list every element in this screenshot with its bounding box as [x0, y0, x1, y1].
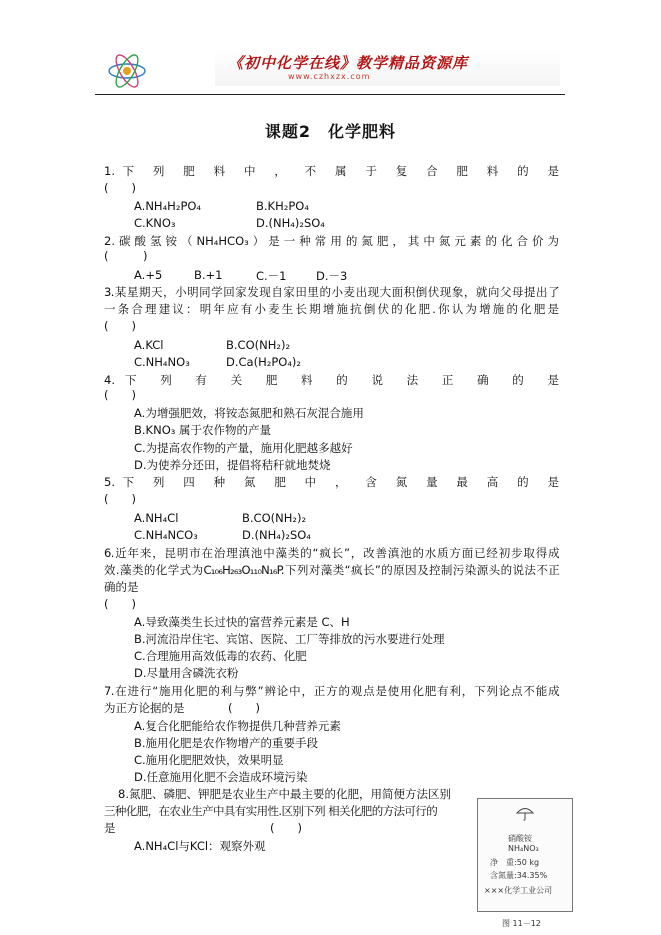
q4-option-d: D.为使养分还田，提倡将秸秆就地焚烧	[134, 458, 331, 472]
q6-stem-line3: 确的是	[104, 580, 139, 594]
q2-option-a: A.+5	[134, 268, 163, 282]
q5-paren: ( )	[104, 492, 136, 506]
q3-stem-line2: 一条合理建议：明年应有小麦生长期增施抗倒伏的化肥.你认为增施的化肥是	[104, 302, 559, 316]
q5-stem: 5.下 列 四 种 氮 肥 中 ， 含 氮 量 最 高 的 是	[104, 475, 559, 489]
fertilizer-formula: NH₄NO₃	[508, 844, 539, 853]
q8-option-a: A.NH₄Cl与KCl：观察外观	[134, 839, 266, 853]
q8-stem-line3: 是	[104, 821, 116, 835]
q4-option-c: C.为提高农作物的产量，施用化肥越多越好	[134, 441, 353, 455]
q4-paren: ( )	[104, 388, 136, 402]
q1-option-b: B.KH₂PO₄	[256, 199, 309, 213]
umbrella-icon	[516, 805, 534, 821]
q7-paren: ( )	[228, 701, 260, 715]
q2-option-b: B.+1	[194, 268, 223, 282]
q3-option-c: C.NH₄NO₃	[134, 355, 190, 369]
q6-option-d: D.尽量用含磷洗衣粉	[134, 666, 239, 680]
q3-stem-line1: 3.某星期天，小明同学回家发现自家田里的小麦出现大面积倒伏现象，就向父母提出了	[104, 285, 559, 299]
site-url: www.czhxzx.com	[288, 72, 371, 81]
q8-stem-line1: 8.氮肥、磷肥、钾肥是农业生产中最主要的化肥，用简便方法区别	[118, 787, 451, 801]
q6-stem-line1: 6.近年来，昆明市在治理滇池中藻类的“疯长”，改善滇池的水质方面已经初步取得成	[104, 546, 559, 560]
fertilizer-name: 硝酸铵	[508, 834, 532, 843]
q8-stem-line2: 三种化肥，在农业生产中具有实用性.区别下列 相关化肥的方法可行的	[104, 804, 438, 818]
q7-stem-line2: 为正方论据的是	[104, 701, 185, 715]
page-title: 课题2 化学肥料	[264, 122, 397, 141]
q7-stem-line1: 7.在进行“施用化肥的利与弊”辨论中，正方的观点是使用化肥有利，下列论点不能成	[104, 684, 559, 698]
q3-option-d: D.Ca(H₂PO₄)₂	[226, 355, 302, 369]
q1-option-a: A.NH₄H₂PO₄	[134, 199, 202, 213]
header-divider	[95, 94, 565, 95]
q1-paren: ( )	[104, 181, 136, 195]
fertilizer-nitrogen-content: 含氮量:34.35%	[490, 871, 548, 880]
q5-option-a: A.NH₄Cl	[134, 511, 179, 525]
fertilizer-bag-figure	[477, 798, 573, 912]
atom-logo-icon	[105, 52, 149, 90]
q5-option-c: C.NH₄NCO₃	[134, 528, 198, 542]
q6-option-c: C.合理施用高效低毒的农药、化肥	[134, 649, 307, 663]
site-title: 《初中化学在线》教学精品资源库	[228, 54, 469, 72]
q6-stem-line2: 效.藻类的化学式为C₁₀₆H₂₆₃O₁₁₀N₁₆P.下列对藻类“疯长”的原因及控制污染源头的说法不正	[104, 563, 559, 577]
q5-option-b: B.CO(NH₂)₂	[242, 511, 307, 525]
q5-option-d: D.(NH₄)₂SO₄	[242, 528, 311, 542]
q7-option-d: D.任意施用化肥不会造成环境污染	[134, 770, 308, 784]
q3-option-a: A.KCl	[134, 338, 164, 352]
q4-option-a: A.为增强肥效，将铵态氮肥和熟石灰混合施用	[134, 406, 364, 420]
q6-option-b: B.河流沿岸住宅、宾馆、医院、工厂等排放的污水要进行处理	[134, 632, 445, 646]
q6-paren: ( )	[104, 597, 136, 611]
q2-option-d: D.－3	[316, 269, 348, 283]
q2-option-c: C.－1	[256, 269, 287, 283]
q1-stem: 1.下 列 肥 料 中 ， 不 属 于 复 合 肥 料 的 是	[104, 164, 559, 178]
fertilizer-maker: ×××化学工业公司	[484, 886, 553, 895]
q7-option-a: A.复合化肥能给农作物提供几种营养元素	[134, 719, 341, 733]
fertilizer-weight: 净 重:50 kg	[490, 858, 540, 867]
q7-option-c: C.施用化肥肥效快，效果明显	[134, 753, 284, 767]
q4-stem: 4.下 列 有 关 肥 料 的 说 法 正 确 的 是	[104, 373, 559, 387]
q4-option-b: B.KNO₃ 属于农作物的产量	[134, 423, 272, 437]
figure-caption: 图 11－12	[502, 919, 541, 928]
q3-paren: ( )	[104, 319, 136, 333]
q7-option-b: B.施用化肥是农作物增产的重要手段	[134, 736, 319, 750]
q1-option-d: D.(NH₄)₂SO₄	[256, 216, 325, 230]
q2-stem: 2.碳酸氢铵（NH₄HCO₃）是一种常用的氮肥，其中氮元素的化合价为	[104, 234, 559, 248]
q3-option-b: B.CO(NH₂)₂	[226, 338, 291, 352]
q1-option-c: C.KNO₃	[134, 216, 176, 230]
q2-paren: ( )	[104, 249, 148, 263]
q6-option-a: A.导致藻类生长过快的富营养元素是 C、H	[134, 615, 350, 629]
q8-paren: ( )	[270, 821, 302, 835]
